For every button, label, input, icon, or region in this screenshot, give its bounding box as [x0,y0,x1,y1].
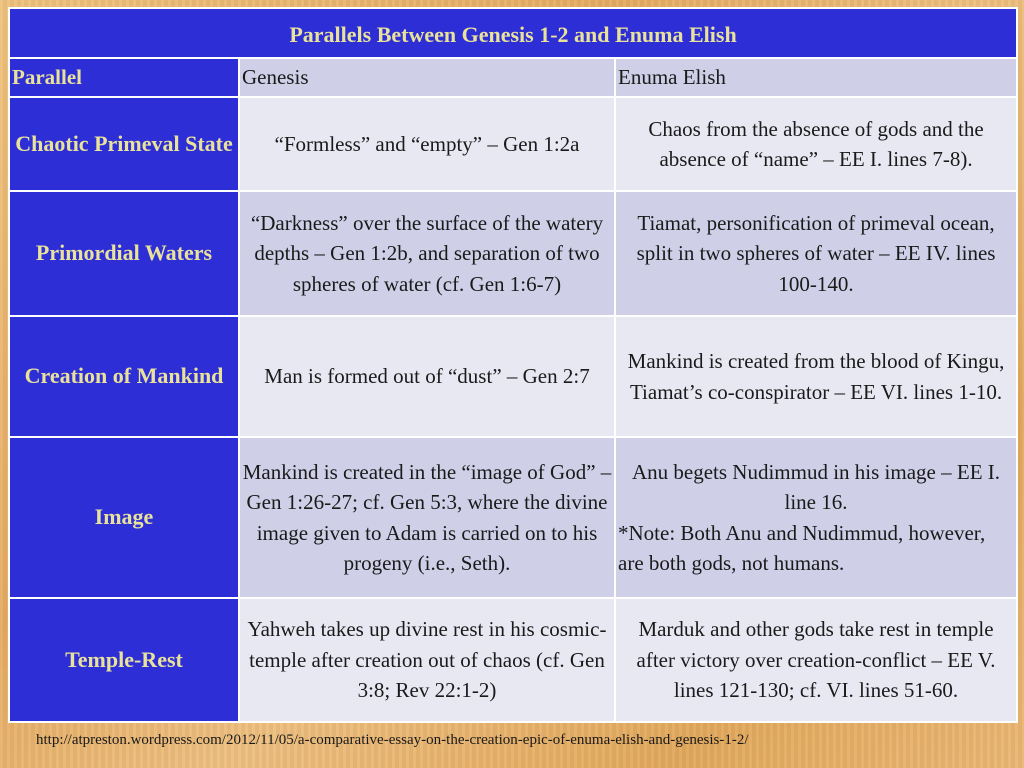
title-row [9,8,1017,58]
row-label: Creation of Mankind [9,316,239,437]
table-row [9,191,1017,316]
header-enuma-elish: Enuma Elish [615,58,1017,97]
enuma-main-text: Anu begets Nudimmud in his image – EE I. line 16. [631,459,1001,514]
genesis-cell: Mankind is created in the “image of God” – Gen 1:26-27; cf. Gen 5:3, where the divine image given to Adam is carried on to his progeny (i.e., Seth). [239,437,615,598]
header-row [9,58,1017,97]
table-row [9,598,1017,722]
genesis-cell: “Darkness” over the surface of the watery depths – Gen 1:2b, and separation of two spheres of water (cf. Gen 1:6-7) [239,191,615,316]
enuma-cell: Tiamat, personification of primeval ocean, split in two spheres of water – EE IV. lines 100-140. [615,191,1017,316]
row-label: Chaotic Primeval State [9,97,239,191]
enuma-cell [615,437,1017,598]
table-row [9,316,1017,437]
parallels-table [8,7,1018,723]
source-url[interactable]: http://atpreston.wordpress.com/2012/11/05/a-comparative-essay-on-the-creation-epic-of-enuma-elish-and-genesis-1-2/ [36,732,749,748]
header-parallel: Parallel [9,58,239,97]
enuma-cell: Mankind is created from the blood of Kingu, Tiamat’s co-conspirator – EE VI. lines 1-10. [615,316,1017,437]
row-label: Temple-Rest [9,598,239,722]
genesis-cell: Man is formed out of “dust” – Gen 2:7 [239,316,615,437]
genesis-cell: Yahweh takes up divine rest in his cosmic-temple after creation out of chaos (cf. Gen 3:8; Rev 22:1-2) [239,598,615,722]
table-row [9,437,1017,598]
enuma-cell: Marduk and other gods take rest in temple after victory over creation-conflict – EE V. lines 121-130; cf. VI. lines 51-60. [615,598,1017,722]
row-label: Image [9,437,239,598]
enuma-cell: Chaos from the absence of gods and the absence of “name” – EE I. lines 7-8). [615,97,1017,191]
table-row [9,97,1017,191]
genesis-cell: “Formless” and “empty” – Gen 1:2a [239,97,615,191]
table-title: Parallels Between Genesis 1-2 and Enuma Elish [9,8,1017,58]
header-genesis: Genesis [239,58,615,97]
row-label: Primordial Waters [9,191,239,316]
enuma-note-text: *Note: Both Anu and Nudimmud, however, are both gods, not humans. [618,520,986,575]
